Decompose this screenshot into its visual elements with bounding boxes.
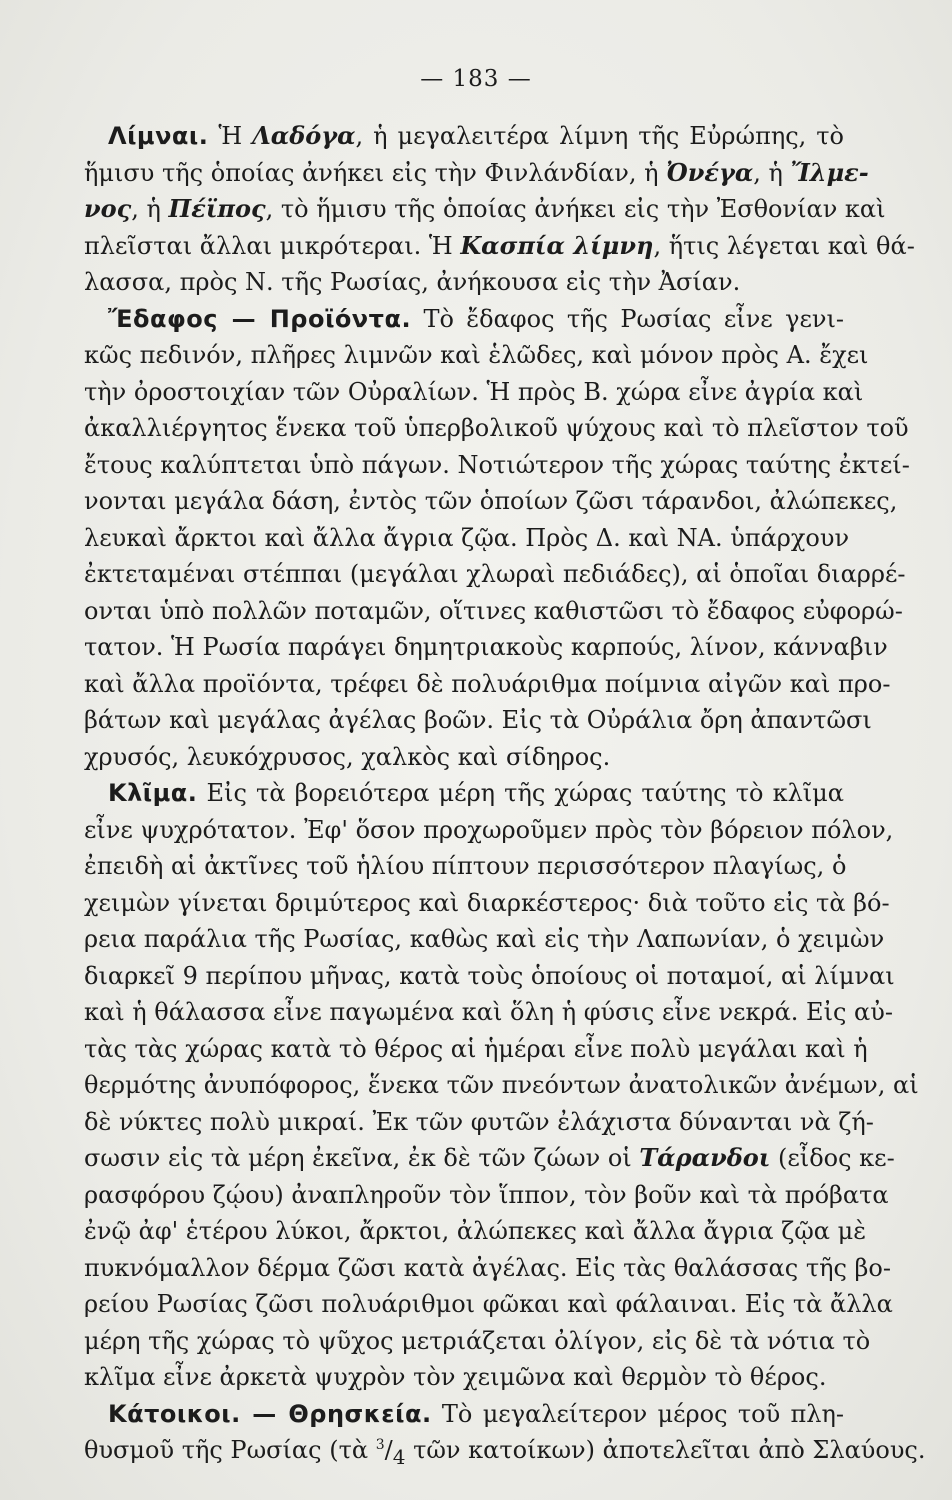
text-run: Ἡ <box>208 122 253 150</box>
text-line <box>84 1396 844 1433</box>
text-line <box>84 848 847 885</box>
text-line <box>84 483 898 520</box>
text-line <box>84 118 844 155</box>
emphasized-term: Κασπία λίμνη <box>460 230 654 260</box>
emphasized-term: Τάρανδοι <box>639 1143 771 1172</box>
text-line <box>84 374 864 411</box>
text-line <box>84 337 869 374</box>
text-line <box>84 556 906 593</box>
text-run: πυκνόμαλλον δέρμα ζῶσι κατὰ ἀγέλας. Εἰς τὰς θαλάσσας τῆς βο- <box>84 1253 891 1282</box>
text-run: , ἥτις λέγεται καὶ θά- <box>653 231 915 260</box>
text-run: ἔτους καλύπτεται ὑπὸ πάγων. Νοτιώτερον τῆς χώρας ταύτης ἐκτεί- <box>84 450 910 479</box>
text-run: Τὸ μεγαλείτερον μέρος τοῦ πλη- <box>431 1399 845 1428</box>
text-line <box>84 593 903 630</box>
text-line <box>84 155 869 192</box>
text-run: , τὸ ἥμισυ τῆς ὁποίας ἀνήκει εἰς τὴν Ἐσθονίαν καὶ <box>265 195 886 223</box>
text-run: , ἡ μεγαλειτέρα λίμνη τῆς Εὐρώπης, τὸ <box>355 122 844 150</box>
emphasized-term: Λαδόγα <box>252 121 356 150</box>
text-run: ρασφόρου ζῴου) ἀναπληροῦν τὸν ἵππον, τὸν βοῦν καὶ τὰ πρόβατα <box>84 1180 889 1209</box>
text-line <box>84 702 872 739</box>
text-run: τὴν ὀροστοιχίαν τῶν Οὐραλίων. Ἡ πρὸς Β. χώρα εἶνε ἀγρία καὶ <box>84 377 864 406</box>
text-run: εἶνε ψυχρότατον. Ἐφ' ὅσον προχωροῦμεν πρὸς τὸν βόρειον πόλον, <box>84 815 894 844</box>
text-line <box>84 520 850 557</box>
paragraph <box>84 301 910 776</box>
text-run: ρείου Ρωσίας ζῶσι πολυάριθμοι φῶκαι καὶ φάλαιναι. Εἰς τὰ ἄλλα <box>84 1290 893 1318</box>
section-heading: Κλῖμα. <box>108 779 198 807</box>
text-run: καὶ ἡ θάλασσα εἶνε παγωμένα καὶ ὅλη ἡ φύσις εἶνε νεκρά. Εἰς αὐ- <box>84 998 893 1026</box>
text-run: ἥμισυ τῆς ὁποίας ἀνήκει εἰς τὴν Φινλάνδίαν, ἡ <box>84 158 667 187</box>
body-text <box>84 118 926 1469</box>
text-run: 3 <box>375 1437 385 1453</box>
text-line <box>84 1323 871 1360</box>
text-run: χειμὼν γίνεται δριμύτερος καὶ διαρκέστερος· διὰ τοῦτο εἰς τὰ βό- <box>84 888 890 917</box>
text-run: Εἰς τὰ βορειότερα μέρη τῆς χώρας ταύτης τὸ κλῖμα <box>197 779 844 807</box>
text-line <box>84 812 894 849</box>
section-heading: Ἔδαφος — Προϊόντα. <box>108 304 412 333</box>
text-line <box>84 1177 889 1214</box>
text-run: ἐπειδὴ αἱ ἀκτῖνες τοῦ ἡλίου πίπτουν περισσότερον πλαγίως, ὁ <box>84 852 847 880</box>
text-run: ἐκτεταμέναι στέππαι (μεγάλαι χλωραὶ πεδιάδες), αἱ ὁποῖαι διαρρέ- <box>84 560 906 588</box>
text-line <box>84 958 895 995</box>
text-run: ἐνῷ ἀφ' ἑτέρου λύκοι, ἄρκτοι, ἀλώπεκες καὶ ἄλλα ἄγρια ζῷα μὲ <box>84 1217 867 1245</box>
paragraph <box>84 1396 926 1469</box>
text-run: λευκαὶ ἄρκτοι καὶ ἄλλα ἄγρια ζῷα. Πρὸς Δ. καὶ ΝΑ. ὑπάρχουν <box>84 523 850 552</box>
text-run: τὰς τὰς χώρας κατὰ τὸ θέρος αἱ ἡμέραι εἶνε πολὺ μεγάλαι καὶ ἡ <box>84 1034 868 1063</box>
text-run: ρεια παράλια τῆς Ρωσίας, καθὼς καὶ εἰς τὴν Λαπωνίαν, ὁ χειμὼν <box>84 925 885 953</box>
text-line <box>84 994 893 1031</box>
text-run: / <box>384 1436 393 1464</box>
text-line <box>84 264 844 301</box>
text-line <box>84 447 910 484</box>
text-line <box>84 1432 926 1469</box>
text-line <box>84 1250 891 1287</box>
text-run: λασσα, πρὸς Ν. τῆς Ρωσίας, ἀνήκουσα εἰς τὴν Ἀσίαν. <box>84 268 741 296</box>
section-heading: Κάτοικοι. — Θρησκεία. <box>108 1399 432 1428</box>
emphasized-term: Πέϊπος <box>168 194 266 223</box>
text-line <box>84 629 888 666</box>
text-line <box>84 1031 868 1068</box>
paragraph <box>84 118 915 301</box>
text-run: ἀκαλλιέργητος ἕνεκα τοῦ ὑπερβολικοῦ ψύχους καὶ τὸ πλεῖστον τοῦ <box>84 414 909 442</box>
text-run: χρυσός, λευκόχρυσος, χαλκὸς καὶ σίδηρος. <box>84 742 611 771</box>
emphasized-term: Ὀνέγα <box>666 157 754 187</box>
text-run: Τὸ ἔδαφος τῆς Ρωσίας εἶνε γενι- <box>411 304 844 333</box>
emphasized-term: νος <box>84 194 132 223</box>
text-run: θυσμοῦ τῆς Ρωσίας (τὰ <box>84 1436 376 1464</box>
section-heading: Λίμναι. <box>108 122 209 150</box>
text-line <box>84 885 890 922</box>
text-run: δὲ νύκτες πολὺ μικραί. Ἐκ τῶν φυτῶν ἐλάχιστα δύνανται νὰ ζή- <box>84 1107 874 1136</box>
text-line <box>84 1286 893 1323</box>
text-run: 4 <box>392 1444 406 1469</box>
text-run: νονται μεγάλα δάση, ἐντὸς τῶν ὁποίων ζῶσι τάρανδοι, ἀλώπεκες, <box>84 487 898 515</box>
text-run: τῶν κατοίκων) ἀποτελεῖται ἀπὸ Σλαύους. <box>405 1436 926 1464</box>
text-run: σωσιν εἰς τὰ μέρη ἐκεῖνα, ἐκ δὲ τῶν ζώων οἱ <box>84 1144 640 1172</box>
text-line <box>84 301 844 338</box>
text-run: μέρη τῆς χώρας τὸ ψῦχος μετριάζεται ὀλίγον, εἰς δὲ τὰ νότια τὸ <box>84 1326 871 1355</box>
text-line <box>84 775 844 812</box>
text-run: κῶς πεδινόν, πλῆρες λιμνῶν καὶ ἑλῶδες, καὶ μόνον πρὸς Α. ἔχει <box>84 341 869 369</box>
text-line <box>84 1104 874 1141</box>
text-line <box>84 228 915 265</box>
text-run: (εἶδος κε- <box>770 1144 895 1172</box>
text-run: διαρκεῖ 9 περίπου μῆνας, κατὰ τοὺς ὁποίους οἱ ποταμοί, αἱ λίμναι <box>84 961 895 990</box>
text-line <box>84 191 886 228</box>
text-line <box>84 1213 867 1250</box>
text-line <box>84 666 891 703</box>
text-line <box>84 1140 895 1177</box>
text-line <box>84 1359 844 1396</box>
text-run: κλῖμα εἶνε ἀρκετὰ ψυχρὸν τὸν χειμῶνα καὶ θερμὸν τὸ θέρος. <box>84 1363 827 1391</box>
text-line <box>84 921 885 958</box>
text-run: , ἡ <box>753 158 791 187</box>
page-number: — 183 — <box>420 66 532 92</box>
text-run: τατον. Ἡ Ρωσία παράγει δημητριακοὺς καρπούς, λίνον, κάνναβιν <box>84 633 888 661</box>
text-run: καὶ ἄλλα προϊόντα, τρέφει δὲ πολυάριθμα ποίμνια αἰγῶν καὶ προ- <box>84 669 891 698</box>
text-line <box>84 739 844 776</box>
text-run: θερμότης ἀνυπόφορος, ἕνεκα τῶν πνεόντων ἀνατολικῶν ἀνέμων, αἱ <box>84 1071 919 1099</box>
text-line <box>84 1067 919 1104</box>
text-run: ονται ὑπὸ πολλῶν ποταμῶν, οἵτινες καθιστῶσι τὸ ἔδαφος εὐφορώ- <box>84 596 903 625</box>
paragraph <box>84 775 919 1396</box>
emphasized-term: Ἴλμε- <box>790 157 869 187</box>
text-run: πλεῖσται ἄλλαι μικρότεραι. Ἡ <box>84 231 461 260</box>
text-run: βάτων καὶ μεγάλας ἀγέλας βοῶν. Εἰς τὰ Οὐράλια ὄρη ἀπαντῶσι <box>84 706 872 734</box>
text-line <box>84 410 909 447</box>
text-run: , ἡ <box>131 195 169 223</box>
